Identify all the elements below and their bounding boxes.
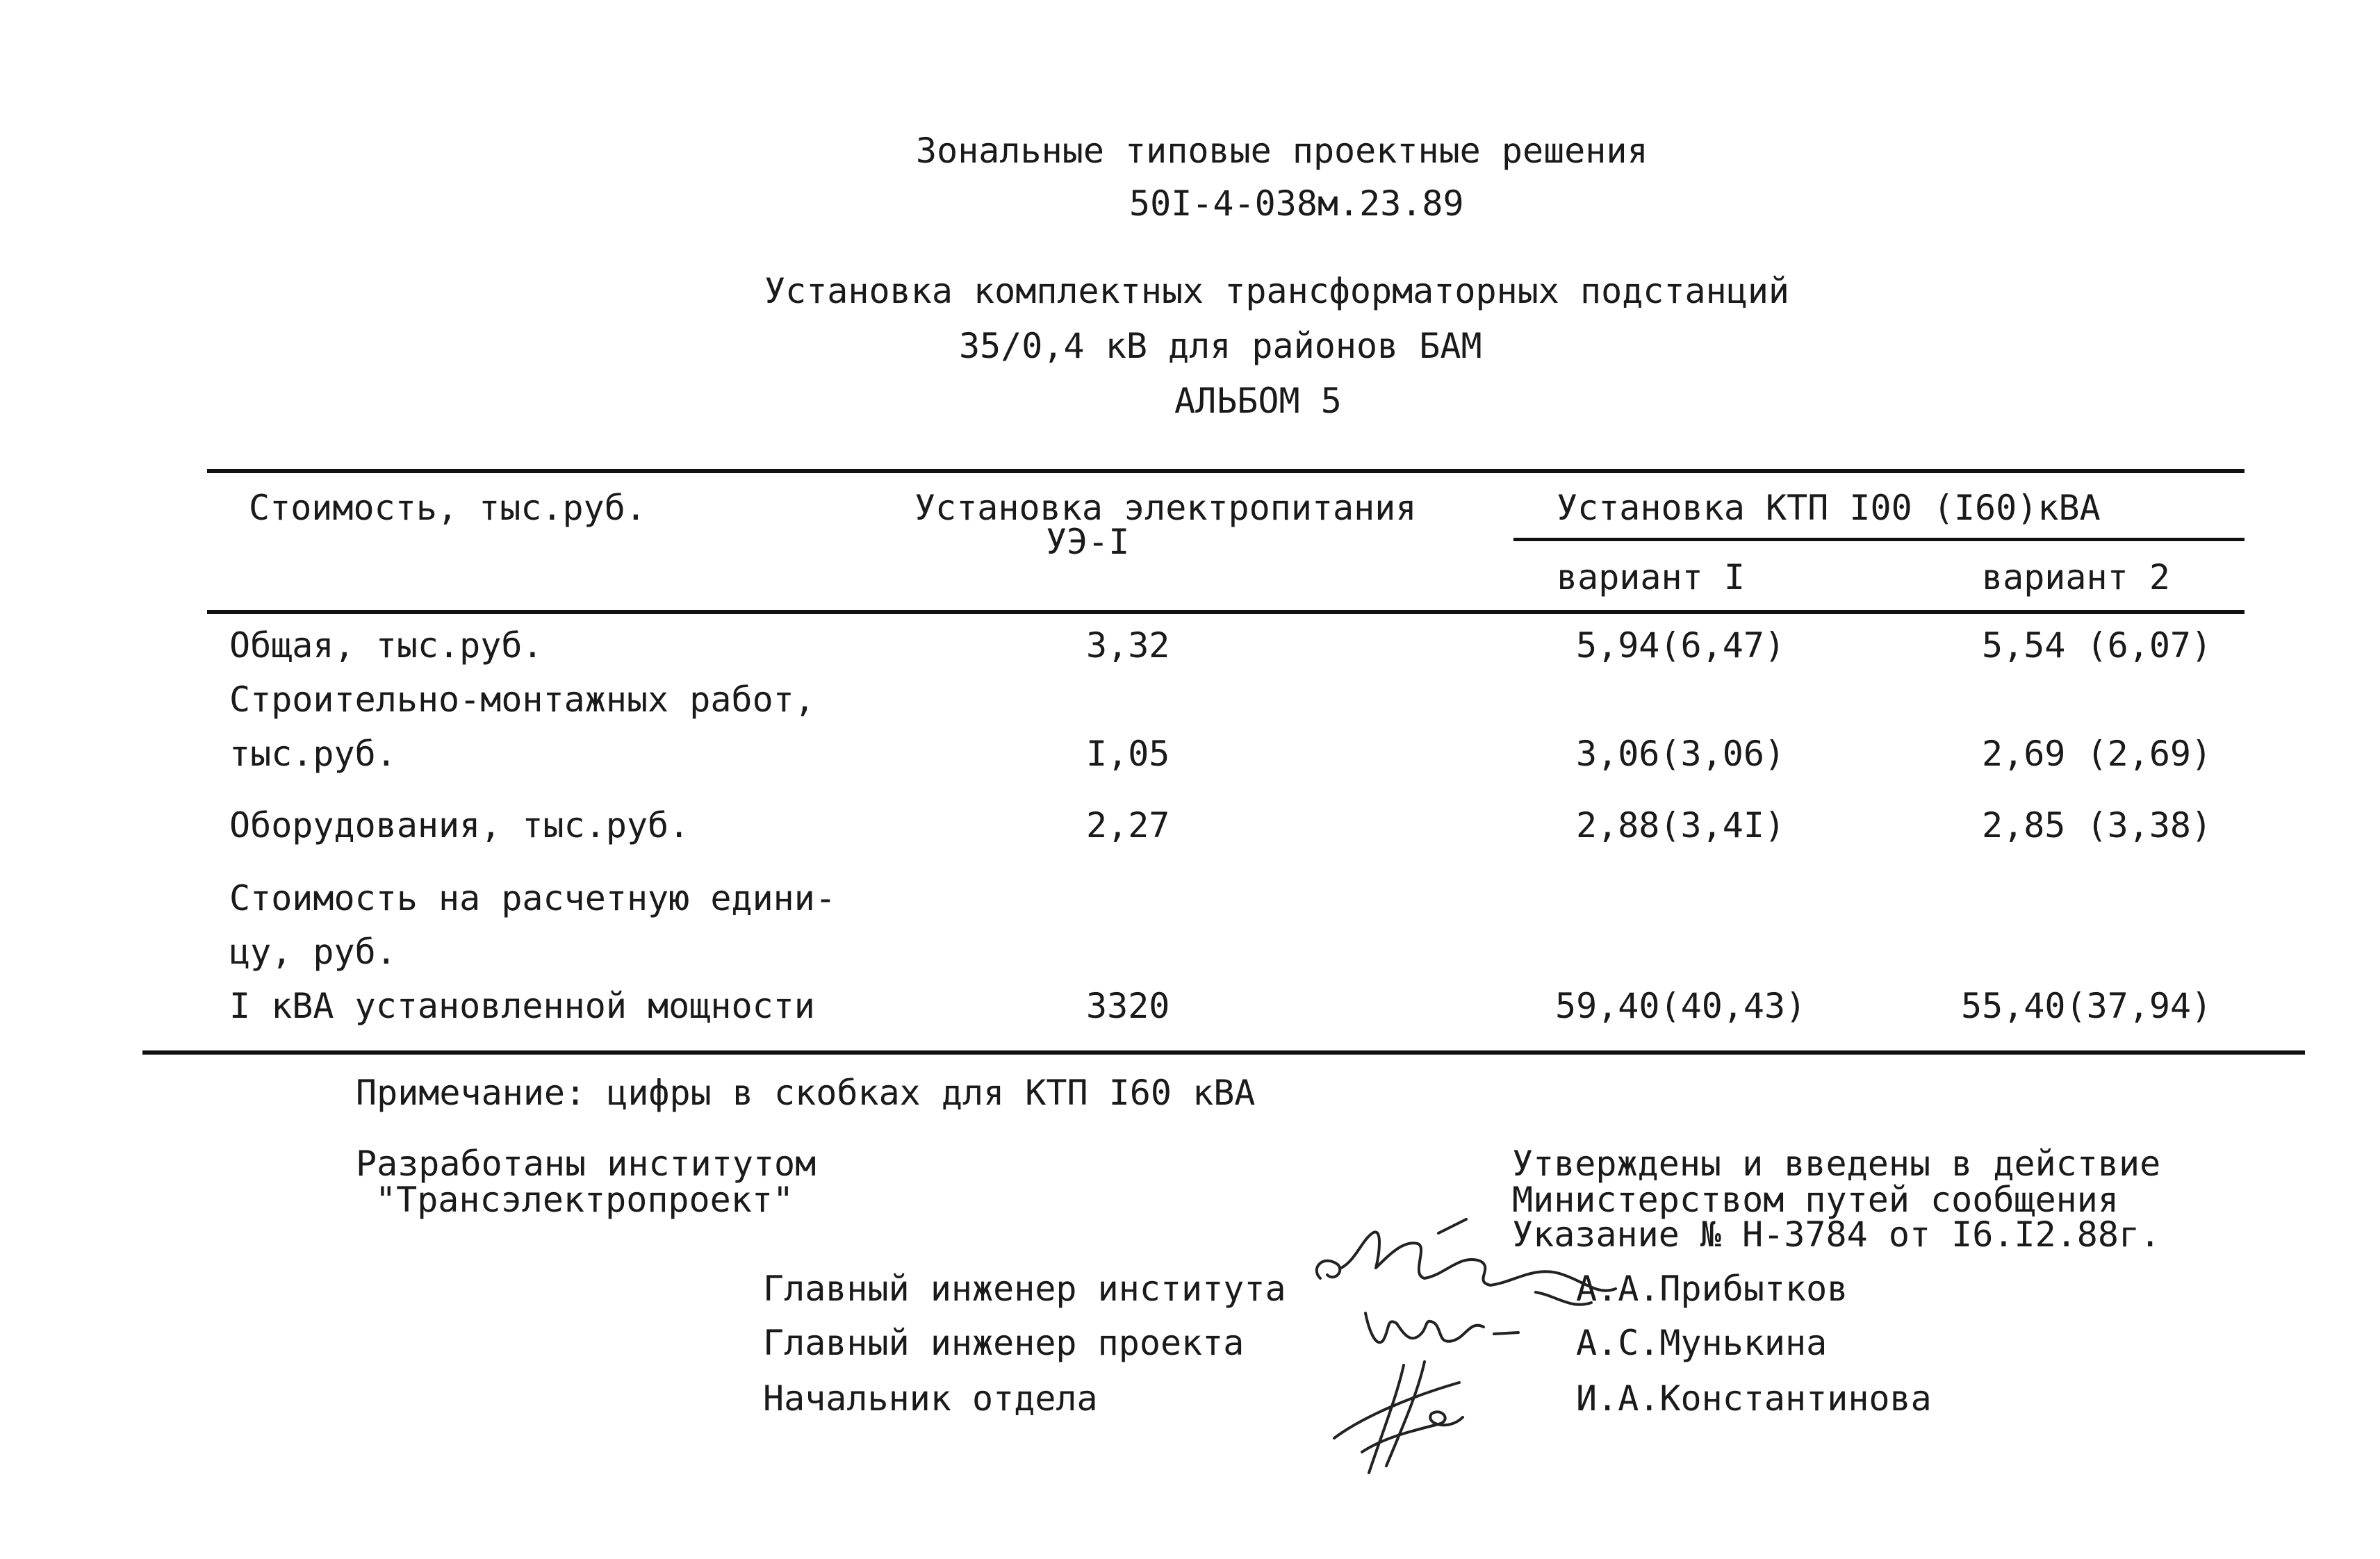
approved-line2: Министерством путей сообщения (1512, 1180, 2119, 1220)
signatory-role: Главный инженер проекта (763, 1323, 1245, 1363)
signatory-name: А.А.Прибытков (1576, 1269, 1848, 1309)
col-header-ktp: Установка КТП I00 (I60)кВА (1557, 488, 2101, 528)
album-label: АЛЬБОМ 5 (1174, 381, 1342, 421)
col-header-variant2: вариант 2 (1982, 557, 2170, 597)
developed-by-line1: Разработаны институтом (356, 1144, 816, 1184)
table-cell-ue: 2,27 (1086, 805, 1170, 846)
approved-line1: Утверждены и введены в действие (1512, 1144, 2161, 1184)
table-note: Примечание: цифры в скобках для КТП I60 кВА (356, 1073, 1256, 1113)
table-cell-variant2: 55,40(37,94) (1961, 986, 2213, 1026)
signatory-name: И.А.Константинова (1576, 1378, 1932, 1419)
table-row-label-cont: I кВА установленной мощности (229, 986, 815, 1026)
table-cell-ue: 3320 (1086, 986, 1170, 1026)
approved-line3: Указание № Н-3784 от I6.I2.88г. (1512, 1214, 2161, 1255)
table-cell-variant1: 59,40(40,43) (1555, 986, 1807, 1026)
signature-chief-project-engineer (1355, 1299, 1536, 1362)
signatory-name: А.С.Мунькина (1576, 1323, 1828, 1363)
table-cell-variant1: 5,94(6,47) (1576, 625, 1786, 666)
table-row-label: Строительно-монтажных работ, (229, 679, 815, 720)
signature-department-head (1320, 1355, 1487, 1487)
table-row-label: Оборудования, тыс.руб. (229, 805, 690, 846)
developed-by-institute: "Трансэлектропроект" (375, 1180, 794, 1220)
doc-title-line1: Установка комплектных трансформаторных подстанций (764, 271, 1790, 311)
table-row-label: Стоимость на расчетную едини- (229, 878, 836, 918)
doc-code: 50I-4-038м.23.89 (1129, 183, 1464, 224)
table-group-rule (1513, 538, 2244, 541)
col-header-ue: Установка электропитания (914, 488, 1417, 528)
table-cell-variant2: 2,85 (3,38) (1982, 805, 2213, 846)
table-bottom-rule (142, 1050, 2305, 1055)
col-header-cost: Стоимость, тыс.руб. (249, 488, 646, 528)
table-cell-ue: I,05 (1086, 734, 1170, 774)
doc-series-title: Зональные типовые проектные решения (916, 131, 1648, 171)
signatory-role: Главный инженер института (763, 1269, 1286, 1309)
table-cell-variant1: 2,88(3,4I) (1576, 805, 1786, 846)
table-cell-variant1: 3,06(3,06) (1576, 734, 1786, 774)
table-cell-ue: 3,32 (1086, 625, 1170, 666)
table-top-rule (207, 469, 2244, 473)
table-cell-variant2: 2,69 (2,69) (1982, 734, 2213, 774)
table-header-rule (207, 610, 2244, 614)
doc-title-line2: 35/0,4 кВ для районов БАМ (959, 326, 1482, 366)
signatory-role: Начальник отдела (763, 1378, 1098, 1419)
col-header-variant1: вариант I (1557, 557, 1745, 597)
table-row-label-cont: тыс.руб. (229, 734, 397, 774)
col-header-ue-code: УЭ-I (1046, 522, 1130, 562)
table-row-label: Общая, тыс.руб. (229, 625, 543, 666)
table-cell-variant2: 5,54 (6,07) (1982, 625, 2213, 666)
table-row-label-cont: цу, руб. (229, 932, 397, 972)
